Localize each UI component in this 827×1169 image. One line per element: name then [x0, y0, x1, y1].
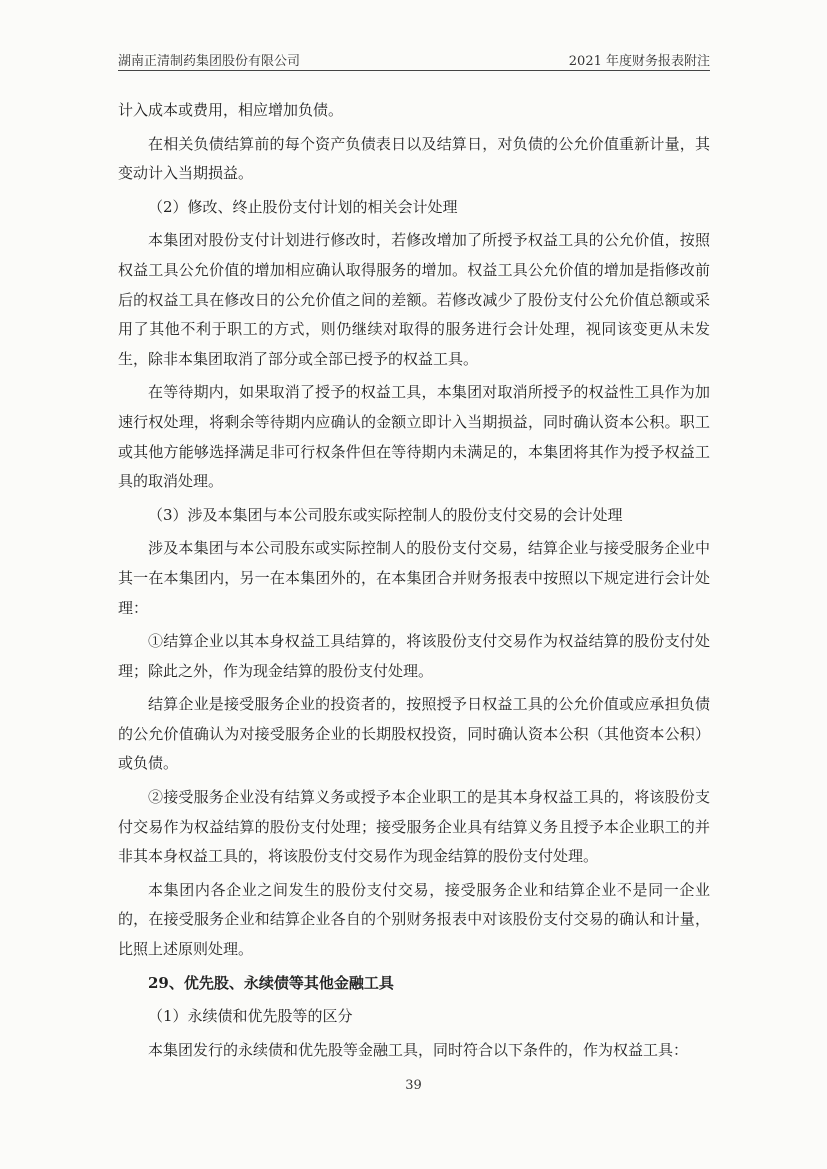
paragraph-continuation: 计入成本或费用，相应增加负债。 [118, 101, 344, 119]
section-heading: 29、优先股、永续债等其他金融工具 [148, 973, 394, 992]
paragraph: 本集团内各企业之间发生的股份支付交易，接受服务企业和结算企业不是同一企业的，在接受服务企业和结算企业各自的个别财务报表中对该股份支付交易的确认和计量，比照上述原则处理。 [118, 880, 710, 959]
header-divider [118, 70, 710, 71]
paragraph: ②接受服务企业没有结算义务或授予本企业职工的是其本身权益工具的，将该股份支付交易作为权益结算的股份支付处理；接受服务企业具有结算义务且授予本企业职工的并非其本身权益工具的，将该股份支付交易作为现金结算的股份支付处理。 [118, 788, 710, 866]
report-title: 2021 年度财务报表附注 [568, 54, 710, 69]
paragraph: ①结算企业以其本身权益工具结算的，将该股份支付交易作为权益结算的股份支付处理；除此之外，作为现金结算的股份支付处理。 [118, 632, 710, 680]
subsection-heading: （2）修改、终止股份支付计划的相关会计处理 [148, 197, 458, 216]
paragraph: 本集团对股份支付计划进行修改时，若修改增加了所授予权益工具的公允价值，按照权益工具公允价值的增加相应确认取得服务的增加。权益工具公允价值的增加是指修改前后的权益工具在修改日的公允价值之间的差额。若修改减少了股份支付公允价值总额或采用了其他不利于职工的方式，则仍继续对取得的服务进行会计处理，视同该变更从未发生，除非本集团取消了部分或全部已授予的权益工具。 [118, 231, 710, 368]
company-name: 湖南正清制药集团股份有限公司 [118, 54, 301, 69]
subsection-heading: （1）永续债和优先股等的区分 [148, 1007, 353, 1026]
subsection-heading: （3）涉及本集团与本公司股东或实际控制人的股份支付交易的会计处理 [148, 505, 623, 524]
paragraph: 结算企业是接受服务企业的投资者的，按照授予日权益工具的公允价值或应承担负债的公允价值确认为对接受服务企业的长期股权投资，同时确认资本公积（其他资本公积）或负债。 [118, 695, 710, 773]
page-header [118, 46, 710, 68]
paragraph: 在相关负债结算前的每个资产负债表日以及结算日，对负债的公允价值重新计量，其变动计入当期损益。 [118, 134, 710, 183]
paragraph: 本集团发行的永续债和优先股等金融工具，同时符合以下条件的，作为权益工具： [148, 1040, 689, 1059]
page-number: 39 [405, 1078, 422, 1093]
paragraph: 涉及本集团与本公司股东或实际控制人的股份支付交易，结算企业与接受服务企业中其一在本集团内，另一在本集团外的，在本集团合并财务报表中按照以下规定进行会计处理： [118, 539, 710, 617]
page-body [118, 96, 710, 1069]
paragraph: 在等待期内，如果取消了授予的权益工具，本集团对取消所授予的权益性工具作为加速行权处理，将剩余等待期内应确认的金额立即计入当期损益，同时确认资本公积。职工或其他方能够选择满足非可行权条件但在等待期内未满足的，本集团将其作为授予权益工具的取消处理。 [118, 383, 710, 491]
